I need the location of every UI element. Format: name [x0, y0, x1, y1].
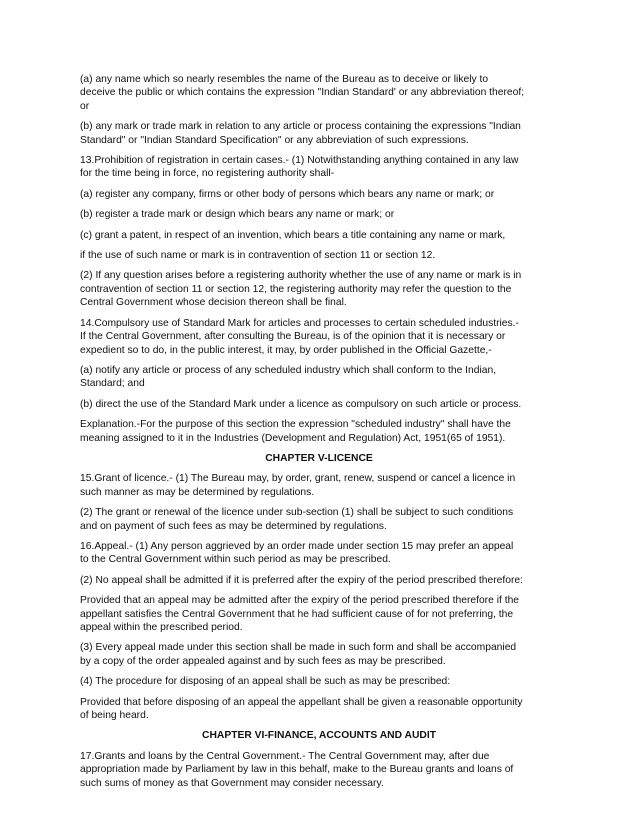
- paragraph-16-4-proviso: Provided that before disposing of an appeal the appellant shall be given a reasonable opportunity of being heard.: [80, 696, 523, 722]
- paragraph-14b: (b) direct the use of the Standard Mark under a licence as compulsory on such article or process.: [80, 398, 522, 410]
- paragraph-13a: (a) register any company, firms or other body of persons which bears any name or mark; or: [80, 188, 495, 200]
- paragraph-section-14: 14.Compulsory use of Standard Mark for articles and processes to certain scheduled industries.- If the Central Government, after consulting the Bureau, is of the opinion that it is necessary or expedient so to do, in the public interest, it may, by order published in the Official Gazette,-: [80, 317, 519, 356]
- paragraph-name-resembling-bureau: (a) any name which so nearly resembles the name of the Bureau as to deceive or likely to deceive the public or which contains the expression "Indian Standard' or any abbreviation thereof; or: [80, 74, 525, 112]
- paragraph-16-4: (4) The procedure for disposing of an appeal shall be such as may be prescribed:: [80, 676, 451, 688]
- paragraph-13-2: (2) If any question arises before a registering authority whether the use of any name or mark is in contravention of section 11 or section 12, the registering authority may refer the question to the Central Government whose decision thereon shall be final.: [80, 270, 522, 309]
- paragraph-explanation: Explanation.-For the purpose of this section the expression "scheduled industry" shall have the meaning assigned to it in the Industries (Development and Regulation) Act, 1951(65 of 1951).: [80, 419, 511, 444]
- paragraph-16-2: (2) No appeal shall be admitted if it is preferred after the expiry of the period prescribed therefore:: [80, 574, 523, 586]
- paragraph-15-2: (2) The grant or renewal of the licence under sub-section (1) shall be subject to such conditions and on payment of such fees as may be determined by regulations.: [80, 507, 514, 532]
- paragraph-section-16: 16.Appeal.- (1) Any person aggrieved by an order made under section 15 may prefer an appeal to the Central Government within such period as may be prescribed.: [80, 540, 514, 566]
- paragraph-trade-mark-expression: (b) any mark or trade mark in relation to any article or process containing the expressions "Indian Standard" or "Indian Standard Specification" or any abbreviation of such expressions.: [80, 121, 521, 146]
- chapter-v-heading: CHAPTER V-LICENCE: [265, 452, 373, 464]
- paragraph-section-15: 15.Grant of licence.- (1) The Bureau may, by order, grant, renew, suspend or cancel a licence in such manner as may be determined by regulations.: [80, 473, 516, 498]
- paragraph-section-13: 13.Prohibition of registration in certain cases.- (1) Notwithstanding anything contained in any law for the time being in force, no registering authority shall-: [80, 155, 519, 180]
- paragraph-16-3: (3) Every appeal made under this section shall be made in such form and shall be accompanied by a copy of the order appealed against and by such fees as may be prescribed.: [80, 642, 517, 667]
- paragraph-section-17: 17.Grants and loans by the Central Government.- The Central Government may, after due appropriation made by Parliament by law in this behalf, make to the Bureau grants and loans of such sums of money as that Government may consider necessary.: [80, 750, 514, 789]
- paragraph-13b: (b) register a trade mark or design which bears any name or mark; or: [80, 209, 395, 221]
- paragraph-13-contravention: if the use of such name or mark is in contravention of section 11 or section 12.: [80, 250, 436, 262]
- paragraph-16-proviso: Provided that an appeal may be admitted after the expiry of the period prescribed therefore if the appellant satisfies the Central Government that he had sufficient cause of for not preferring, the appeal within the prescribed period.: [80, 595, 520, 633]
- paragraph-13c: (c) grant a patent, in respect of an invention, which bears a title containing any name or mark,: [80, 229, 506, 241]
- chapter-vi-heading: CHAPTER VI-FINANCE, ACCOUNTS AND AUDIT: [202, 730, 436, 742]
- paragraph-14a: (a) notify any article or process of any scheduled industry which shall conform to the Indian, Standard; and: [80, 364, 497, 390]
- document-page: [80, 73, 558, 797]
